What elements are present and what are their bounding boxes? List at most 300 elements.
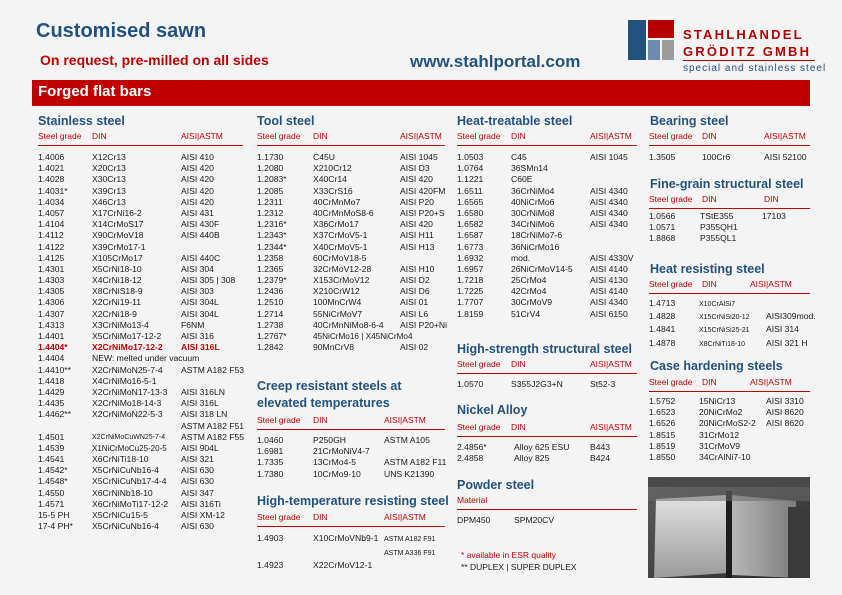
cell-din: C60E xyxy=(511,174,533,185)
table-powder xyxy=(457,515,642,526)
table-row xyxy=(38,186,248,197)
cell-aisi: AISI 4140 xyxy=(590,286,628,297)
table-row xyxy=(257,242,447,253)
cell-din: 90MnCrV8 xyxy=(313,342,355,353)
banner-title: Forged flat bars xyxy=(38,83,152,100)
cell-din: X15CrNiSi25-21 xyxy=(699,327,750,335)
cell-aisi: AISI 02 xyxy=(400,342,429,353)
cell-grade: 1.2312 xyxy=(257,207,284,218)
cell-grade: 1.2379* xyxy=(257,275,287,286)
cell-grade: 17-4 PH* xyxy=(38,521,73,532)
col-header-material: Material xyxy=(457,495,488,505)
cell-grade: 1.6526 xyxy=(649,418,676,429)
cell-grade: 1.4401 xyxy=(38,331,65,341)
cell-din: NEW: melted under vacuum xyxy=(92,353,200,364)
table-row xyxy=(257,297,447,308)
col-header-din: DIN xyxy=(92,131,107,141)
cell-grade: 1.4713 xyxy=(649,298,676,308)
cell-aisi: AISI D6 xyxy=(400,286,430,297)
table-row xyxy=(257,219,447,230)
table-fine-grain xyxy=(649,211,814,245)
section-title-bearing: Bearing steel xyxy=(650,114,729,128)
cell-grade: 1.2085 xyxy=(257,185,284,196)
cell-din: 31CrMo12 xyxy=(699,429,740,440)
cell-aisi: AISI 314 xyxy=(766,324,799,335)
table-row xyxy=(257,197,447,208)
cell-aisi: AISI 305 | 308 xyxy=(181,275,236,286)
table-row xyxy=(257,320,447,331)
table-row xyxy=(38,342,248,353)
table-row xyxy=(649,311,814,324)
table-row xyxy=(257,186,447,197)
cell-grade: 1.5752 xyxy=(649,396,676,406)
col-header-aisi: AISI|ASTM xyxy=(181,131,223,141)
cell-din: 36NiCrMo16 xyxy=(511,241,560,252)
cell-grade: 1.4306 xyxy=(38,297,65,308)
table-row xyxy=(38,219,248,230)
cell-din: 34CrNiMo6 xyxy=(511,219,555,230)
table-hightemp xyxy=(257,532,447,573)
cell-din: X210CrW12 xyxy=(313,286,360,297)
table-header-case-hardening xyxy=(649,377,810,392)
cell-aisi: AISI 8620 xyxy=(766,407,804,418)
table-row xyxy=(257,152,447,163)
cell-aisi: AISI 420 xyxy=(400,174,433,185)
table-row xyxy=(457,253,642,264)
cell-din: 51CrV4 xyxy=(511,308,541,319)
cell-grade: 1.4305 xyxy=(38,286,65,297)
cell-din: X2CrNi19-11 xyxy=(92,297,142,308)
cell-aisi: AISI 316LN xyxy=(181,386,225,397)
table-header-fine-grain xyxy=(649,194,810,209)
cell-grade: 1.2510 xyxy=(257,297,284,308)
cell-grade: 1.2343* xyxy=(257,230,287,241)
table-row xyxy=(38,197,248,208)
cell-din: P250GH xyxy=(313,435,346,445)
cell-aisi: AISI 6150 xyxy=(590,308,628,319)
cell-din: X153CrMoV12 xyxy=(313,275,370,286)
cell-din: 30CrMoV9 xyxy=(511,297,553,308)
table-nickel xyxy=(457,442,642,464)
table-row xyxy=(38,387,248,398)
table-row xyxy=(38,353,248,364)
col-header-din: DIN xyxy=(702,131,717,141)
cell-aisi: AISI 316L xyxy=(181,398,219,409)
cell-aisi: ASTM A182 F91 xyxy=(384,536,436,543)
cell-aisi: AISI 430F xyxy=(181,219,220,230)
cell-aisi: AISI H10 xyxy=(400,263,435,274)
cell-grade: 1.3505 xyxy=(649,152,676,162)
table-row xyxy=(457,379,642,390)
table-row xyxy=(457,275,642,286)
col-header-grade: Steel grade xyxy=(649,279,693,289)
col-header-din: DIN xyxy=(702,377,717,387)
cell-din: X40Cr14 xyxy=(313,174,347,185)
cell-aisi: ASTM A336 F91 xyxy=(384,549,436,557)
cell-grade: 1.8519 xyxy=(649,440,676,451)
cell-din: X2CrNiMo17-12-2 xyxy=(92,342,163,353)
cell-grade: 1.0566 xyxy=(649,211,676,221)
table-row xyxy=(649,324,814,337)
cell-din: 18CrNiMo7-6 xyxy=(511,230,563,241)
col-header-grade: Steel grade xyxy=(649,194,693,204)
col-header-grade: Steel grade xyxy=(649,377,693,387)
section-title-fine-grain: Fine-grain structural steel xyxy=(650,177,804,191)
table-row xyxy=(38,421,248,432)
cell-grade: 1.2311 xyxy=(257,196,283,207)
cell-grade: DPM450 xyxy=(457,515,491,525)
cell-grade: 1.4125 xyxy=(38,252,65,263)
cell-grade: 1.2436 xyxy=(257,286,284,297)
cell-din: X2CrNiMoN25-7-4 xyxy=(92,364,163,375)
cell-aisi: AISI 1045 xyxy=(400,152,438,162)
cell-din: X17CrNi16-2 xyxy=(92,207,142,218)
col-header-din: DIN xyxy=(702,194,717,204)
cell-aisi: ASTM A182 F51 xyxy=(181,420,245,431)
cell-din: SPM20CV xyxy=(514,515,555,525)
table-row xyxy=(649,441,814,452)
cell-aisi: AISI P20+Ni xyxy=(400,319,448,330)
cell-grade: 2.4858 xyxy=(457,453,484,464)
table-row xyxy=(457,309,642,320)
cell-din: mod. xyxy=(511,252,531,263)
cell-aisi: F6NM xyxy=(181,319,205,330)
col-header-grade: Steel grade xyxy=(257,415,301,425)
cell-grade: 1.4429 xyxy=(38,386,65,397)
cell-grade: 1.6580 xyxy=(457,207,484,218)
table-bearing xyxy=(649,152,814,163)
section-title-heat-resisting: Heat resisting steel xyxy=(650,262,765,276)
cell-din: 40CrMnMo7 xyxy=(313,196,361,207)
col-header-din: DIN xyxy=(313,415,328,425)
cell-grade: 1.4462** xyxy=(38,409,71,420)
table-row xyxy=(457,174,642,185)
cell-grade: 1.7707 xyxy=(457,297,484,308)
col-header-aisi: AISI|ASTM xyxy=(750,279,792,289)
col-header-aisi: AISI|ASTM xyxy=(590,131,632,141)
cell-grade: 1.7335 xyxy=(257,457,284,468)
company-logo-icon xyxy=(628,20,674,60)
table-row xyxy=(38,499,248,510)
cell-din: X8CrNiS18-9 xyxy=(92,286,143,297)
cell-grade: 1.8868 xyxy=(649,233,676,244)
cell-din: X2CrNiMoCuWN25-7-4 xyxy=(92,433,166,441)
cell-aisi: AISI 904L xyxy=(181,442,219,453)
cell-grade: 1.7225 xyxy=(457,286,484,297)
cell-aisi: AISI309mod. xyxy=(766,311,816,322)
cell-din: 15NiCr13 xyxy=(699,396,736,406)
cell-grade: 15-5 PH xyxy=(38,510,70,520)
website-link[interactable]: www.stahlportal.com xyxy=(410,52,581,71)
table-row xyxy=(649,222,814,233)
section-title-hightemp: High-temperature resisting steel xyxy=(257,494,449,508)
cell-aisi: AISI 630 xyxy=(181,521,214,532)
cell-aisi: AISI 440C xyxy=(181,252,221,263)
cell-din: P355QH1 xyxy=(700,222,738,233)
table-row xyxy=(257,446,447,457)
cell-din: X5CrNiCu15-5 xyxy=(92,510,148,520)
cell-din: X30Cr13 xyxy=(92,174,126,185)
cell-aisi: AISI 630 xyxy=(181,476,214,487)
table-row xyxy=(38,443,248,454)
cell-din: Alloy 825 xyxy=(514,453,550,464)
table-row xyxy=(257,559,447,573)
cell-din: 60CrMoV18-5 xyxy=(313,252,367,263)
table-row xyxy=(649,338,814,351)
table-row xyxy=(257,435,447,446)
cell-aisi: AISI D2 xyxy=(400,275,430,286)
cell-aisi: AISI 4330V xyxy=(590,252,634,263)
table-row xyxy=(649,233,814,244)
cell-din: 40CrMnNiMo8-6-4 xyxy=(313,319,384,330)
cell-aisi: AISI D3 xyxy=(400,163,430,174)
cell-grade: 1.4923 xyxy=(257,560,284,570)
cell-din: 32CrMoV12-28 xyxy=(313,263,372,274)
table-row xyxy=(38,253,248,264)
table-row xyxy=(257,532,447,546)
cell-din: X6CrNiTi18-10 xyxy=(92,454,149,465)
cell-aisi: AISI 4340 xyxy=(590,207,628,218)
cell-aisi: AISI 440B xyxy=(181,230,220,241)
col-header-aisi: AISI|ASTM xyxy=(384,415,426,425)
cell-din: X5CrNiCuNb16-4 xyxy=(92,465,159,476)
cell-din: X90CrMoV18 xyxy=(92,230,144,241)
cell-aisi: AISI 4340 xyxy=(590,196,628,207)
table-row xyxy=(38,465,248,476)
cell-din: 45NiCrMo16 | X45NiCrMo4 xyxy=(313,332,413,341)
cell-din: X40CrMoV5-1 xyxy=(313,241,368,252)
cell-grade: 1.4878 xyxy=(649,337,676,348)
section-title-creep-l1: Creep resistant steels at xyxy=(257,379,402,393)
cell-aisi: AISI 4340 xyxy=(590,297,628,308)
cell-grade: 1.4028 xyxy=(38,174,65,185)
cell-din: 40CrMnMoS8-6 xyxy=(313,207,374,218)
table-row xyxy=(457,152,642,163)
cell-grade: 1.7380 xyxy=(257,468,284,479)
cell-din: X2CrNi18-9 xyxy=(92,308,137,319)
table-row xyxy=(257,331,447,342)
cell-din: 13CrMo4-5 xyxy=(313,457,356,468)
cell-aisi: 17103 xyxy=(762,211,786,221)
table-row xyxy=(649,407,814,418)
table-row xyxy=(649,430,814,441)
cell-din: X37CrMoV5-1 xyxy=(313,230,368,241)
table-row xyxy=(38,521,248,532)
cell-din: 10CrMo9-10 xyxy=(313,468,361,479)
section-title-tool: Tool steel xyxy=(257,114,315,128)
table-row xyxy=(457,242,642,253)
table-row xyxy=(38,163,248,174)
col-header-grade: Steel grade xyxy=(38,131,82,141)
table-stainless xyxy=(38,152,248,532)
cell-din: C45U xyxy=(313,152,335,162)
col-header-aisi: AISI|ASTM xyxy=(750,377,792,387)
cell-aisi: AISI XM-12 xyxy=(181,510,225,520)
col-header-grade: Steel grade xyxy=(457,422,501,432)
cell-grade: 1.8515 xyxy=(649,429,676,440)
table-row xyxy=(257,546,447,560)
cell-grade: 1.2358 xyxy=(257,252,284,263)
cell-aisi: AISI 4140 xyxy=(590,263,628,274)
cell-grade: 1.2714 xyxy=(257,308,284,319)
cell-grade: 1.2365 xyxy=(257,263,284,274)
col-header-din2: DIN xyxy=(764,194,779,204)
cell-din: 21CrMoNiV4-7 xyxy=(313,446,370,457)
brand-name-line1: STAHLHANDEL xyxy=(683,27,804,42)
table-row xyxy=(457,264,642,275)
cell-grade: 1.6773 xyxy=(457,241,484,252)
cell-grade: 1.6511 xyxy=(457,185,483,196)
cell-din: X3CrNiMo13-4 xyxy=(92,319,149,330)
cell-din: X2CrNiMo18-14-3 xyxy=(92,398,162,409)
cell-grade: 1.4435 xyxy=(38,398,65,409)
cell-grade: 1.4057 xyxy=(38,207,65,218)
cell-din: X15CrNiSi20-12 xyxy=(699,314,750,322)
cell-aisi: AISI 4340 xyxy=(590,185,628,196)
cell-aisi: AISI 1045 xyxy=(590,152,628,162)
cell-aisi: AISI 01 xyxy=(400,297,429,308)
cell-grade: 1.4021 xyxy=(38,163,65,174)
cell-aisi: AISI 420 xyxy=(181,185,214,196)
cell-aisi: AISI 304L xyxy=(181,297,219,308)
cell-din: 31CrMoV9 xyxy=(699,440,741,451)
col-header-grade: Steel grade xyxy=(257,512,301,522)
table-row xyxy=(649,211,814,222)
cell-grade: 1.4541 xyxy=(38,454,65,465)
table-row xyxy=(38,409,248,420)
section-title-stainless: Stainless steel xyxy=(38,114,125,128)
cell-din: 55NiCrMoV7 xyxy=(313,308,363,319)
table-row xyxy=(257,342,447,353)
cell-din: TStE355 xyxy=(700,211,734,221)
cell-aisi: AISI 431 xyxy=(181,207,214,218)
table-row xyxy=(38,398,248,409)
section-title-powder: Powder steel xyxy=(457,478,535,492)
table-row xyxy=(38,365,248,376)
cell-grade: 1.6932 xyxy=(457,252,484,263)
cell-grade: 1.0571 xyxy=(649,222,676,233)
cell-din: X5CrNi18-10 xyxy=(92,263,142,274)
cell-aisi: AISI 316L xyxy=(181,342,220,353)
cell-din: S355J2G3+N xyxy=(511,379,563,389)
cell-din: X39CrMo17-1 xyxy=(92,241,146,252)
cell-grade: 1.2080 xyxy=(257,163,284,174)
table-row xyxy=(257,253,447,264)
table-header-heat-resisting xyxy=(649,279,810,294)
table-row xyxy=(257,275,447,286)
cell-din: Alloy 625 ESU xyxy=(514,442,570,452)
cell-din: X6CrNiNb18-10 xyxy=(92,487,153,498)
col-header-grade: Steel grade xyxy=(457,359,501,369)
cell-din: X20Cr13 xyxy=(92,163,126,174)
cell-aisi: AISI 52100 xyxy=(764,152,807,162)
section-title-case-hardening: Case hardening steels xyxy=(650,359,783,373)
table-row xyxy=(457,197,642,208)
table-row xyxy=(457,219,642,230)
cell-aisi: AISI 316 xyxy=(181,331,214,341)
cell-aisi: ASTM A182 F11 xyxy=(384,457,447,468)
table-row xyxy=(257,230,447,241)
cell-din: X6CrNiMoTi17-12-2 xyxy=(92,498,169,509)
cell-din: 20NiCrMo2 xyxy=(699,407,743,418)
cell-grade: 1.4112 xyxy=(38,230,64,241)
table-row xyxy=(457,208,642,219)
cell-din: X46Cr13 xyxy=(92,196,126,207)
cell-din: X33CrS16 xyxy=(313,185,353,196)
cell-grade: 1.8550 xyxy=(649,451,676,462)
cell-din: 40NiCrMo6 xyxy=(511,196,555,207)
table-row xyxy=(38,510,248,521)
table-header-stainless xyxy=(38,131,243,146)
cell-grade: 1.2083* xyxy=(257,174,287,185)
cell-aisi: AISI 316Ti xyxy=(181,498,221,509)
cell-grade: 1.4542* xyxy=(38,465,68,476)
cell-grade: 1.4418 xyxy=(38,375,65,386)
page-subtitle: On request, pre-milled on all sides xyxy=(40,52,269,68)
cell-grade: 1.4571 xyxy=(38,498,65,509)
cell-din: 26NiCrMoV14-5 xyxy=(511,263,573,274)
cell-din: X5CrNiCuNb17-4-4 xyxy=(92,476,167,487)
cell-aisi: UNS K21390 xyxy=(384,468,435,479)
table-high-strength xyxy=(457,379,642,390)
table-row xyxy=(649,452,814,463)
cell-aisi: AISI 303 xyxy=(181,286,214,297)
table-row xyxy=(649,298,814,311)
table-row xyxy=(457,453,642,464)
cell-din: X5CrNiCuNb16-4 xyxy=(92,521,159,532)
footnote-duplex: ** DUPLEX | SUPER DUPLEX xyxy=(461,562,577,572)
cell-aisi: AISI 630 xyxy=(181,465,214,476)
cell-grade: 1.4404* xyxy=(38,342,68,353)
table-header-bearing xyxy=(649,131,810,146)
cell-grade: 1.4006 xyxy=(38,152,65,162)
cell-grade: 1.4410** xyxy=(38,364,71,375)
cell-aisi: ASTM A105 xyxy=(384,435,430,445)
cell-din: X1NiCrMoCu25-20-5 xyxy=(92,443,167,453)
table-row xyxy=(649,418,814,429)
table-row xyxy=(38,376,248,387)
col-header-aisi: AISI|ASTM xyxy=(384,512,426,522)
cell-grade: 1.6981 xyxy=(257,446,284,457)
table-heat-treatable xyxy=(457,152,642,320)
cell-din: X105CrMo17 xyxy=(92,252,143,263)
col-header-grade: Steel grade xyxy=(257,131,301,141)
cell-din: 42CrMo4 xyxy=(511,286,547,297)
section-title-creep-l2: elevated temperatures xyxy=(257,396,390,410)
table-header-creep xyxy=(257,415,445,430)
brand-tagline: special and stainless steel xyxy=(683,63,827,74)
table-header-hightemp xyxy=(257,512,445,527)
table-row xyxy=(38,230,248,241)
cell-din: 100MnCrW4 xyxy=(313,297,362,308)
cell-grade: 1.4034 xyxy=(38,196,65,207)
table-row xyxy=(457,515,642,526)
cell-grade: 1.6565 xyxy=(457,196,484,207)
col-header-aisi: AISI|ASTM xyxy=(400,131,442,141)
cell-din: 100Cr6 xyxy=(702,152,731,162)
table-row xyxy=(257,208,447,219)
table-row xyxy=(38,275,248,286)
page-title: Customised sawn xyxy=(36,20,207,42)
cell-grade: 1.2767* xyxy=(257,331,287,341)
cell-din: X10CrAlSi7 xyxy=(699,301,736,308)
section-title-high-strength: High-strength structural steel xyxy=(457,342,633,356)
cell-grade: 1.2842 xyxy=(257,342,284,353)
cell-aisi: B443 xyxy=(590,442,611,452)
cell-aisi: AISI P20+S xyxy=(400,207,445,218)
brand-divider xyxy=(683,60,815,61)
cell-grade: 1.4501 xyxy=(38,431,65,442)
